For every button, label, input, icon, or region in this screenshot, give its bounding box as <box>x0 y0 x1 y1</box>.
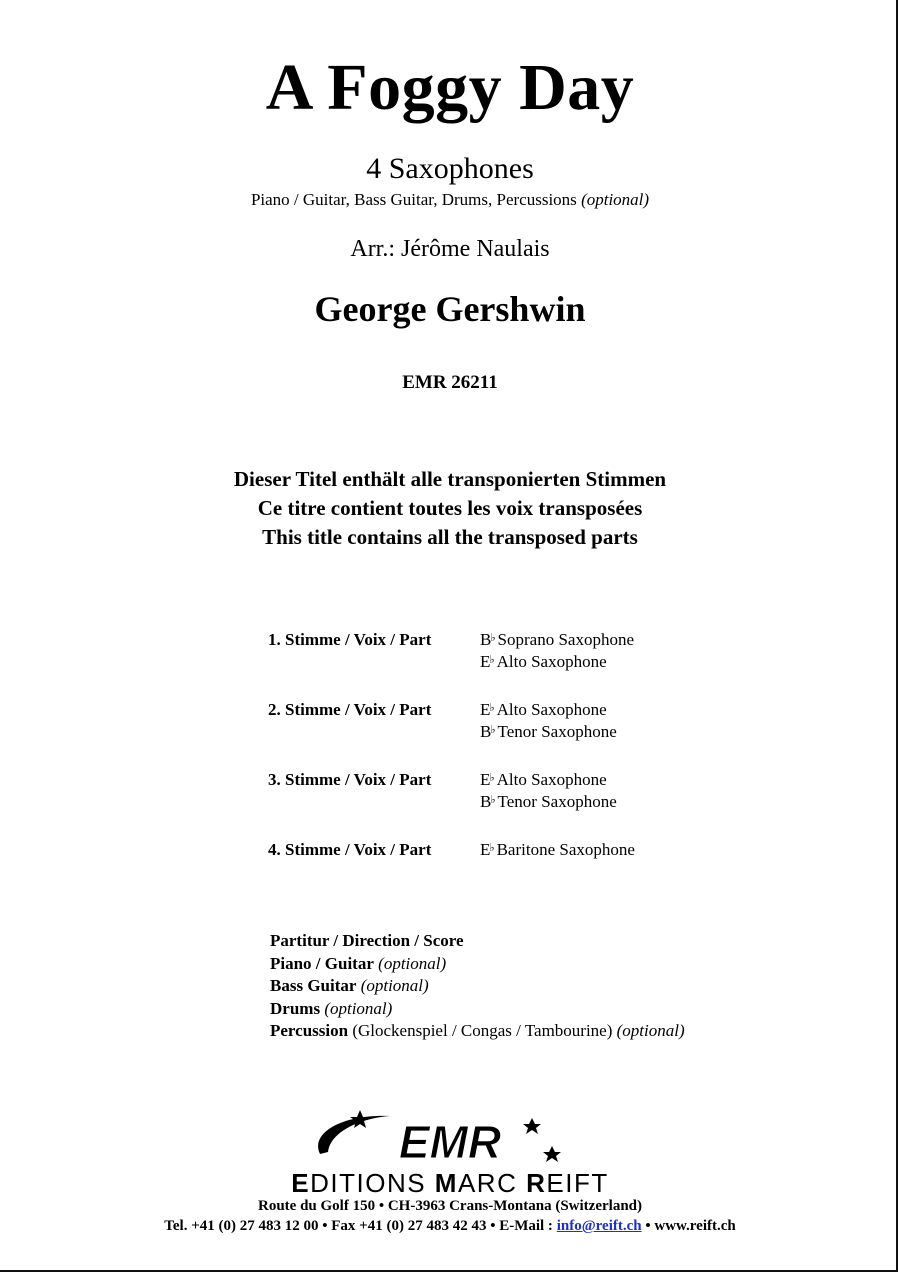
score-item-optional: (optional) <box>616 1021 685 1040</box>
emr-logo-graphic <box>300 1106 600 1168</box>
notice-fr: Ce titre contient toutes les voix transposées <box>257 496 643 520</box>
instrument-key: E <box>480 700 491 719</box>
instrument-name: Alto Saxophone <box>496 652 607 671</box>
instrument-name: Alto Saxophone <box>496 700 607 719</box>
part-label: 2. Stimme / Voix / Part <box>268 700 432 719</box>
flat-sign: ♭ <box>489 842 495 854</box>
score-item-name: Drums <box>270 998 321 1018</box>
instrument-name: Alto Saxophone <box>496 770 607 789</box>
score-item-name: Piano / Guitar <box>270 953 374 973</box>
extra-instruments-optional: (optional) <box>581 190 650 209</box>
flat-sign: ♭ <box>489 702 495 714</box>
piece-title: A Foggy Day <box>265 51 635 124</box>
publisher-word: ARC <box>457 1168 527 1198</box>
instrument-name: Tenor Saxophone <box>497 792 617 811</box>
score-item-optional: (optional) <box>360 976 429 995</box>
publisher-address: Route du Golf 150 • CH-3963 Crans-Montana (Switzerland) <box>258 1198 642 1214</box>
instrument-line <box>480 630 634 652</box>
emr-logo <box>300 1106 600 1168</box>
part-instruments <box>480 700 617 744</box>
flat-sign: ♭ <box>490 724 496 736</box>
score-item-name: Partitur / Direction / Score <box>270 931 464 950</box>
instrument-key: B <box>480 722 492 741</box>
instrumentation: 4 Saxophones <box>366 152 534 185</box>
transposed-notice <box>0 465 900 552</box>
instrument-line <box>480 652 634 674</box>
publisher-contact <box>0 1218 900 1235</box>
instrument-key: E <box>480 652 491 671</box>
part-instruments <box>480 770 617 814</box>
score-item <box>270 930 685 953</box>
catalog-number: EMR 26211 <box>402 372 498 393</box>
notice-de: Dieser Titel enthält alle transponierten Stimmen <box>233 467 667 491</box>
score-item-optional: (optional) <box>378 953 447 973</box>
flat-sign: ♭ <box>490 794 496 806</box>
score-item <box>270 953 685 976</box>
instrument-name: Baritone Saxophone <box>496 840 635 859</box>
publisher-word: EIFT <box>546 1168 609 1198</box>
publisher-initial: E <box>291 1168 311 1198</box>
email-link[interactable]: info@reift.ch <box>556 1218 642 1234</box>
score-item-optional: (optional) <box>324 998 393 1018</box>
score-item <box>270 998 685 1021</box>
score-items-list <box>270 930 685 1043</box>
instrument-key: B <box>480 792 492 811</box>
part-label: 3. Stimme / Voix / Part <box>268 770 432 789</box>
instrument-line <box>480 840 635 862</box>
flat-sign: ♭ <box>489 772 495 784</box>
flat-sign: ♭ <box>490 632 496 644</box>
publisher-initial: R <box>526 1168 547 1198</box>
instrument-name: Soprano Saxophone <box>497 630 635 649</box>
instrument-key: B <box>480 630 492 649</box>
instrument-line <box>480 700 617 722</box>
emr-logo-text: EMR <box>398 1116 502 1168</box>
arranger: Arr.: Jérôme Naulais <box>350 236 550 262</box>
instrument-line <box>480 792 617 814</box>
extra-instruments <box>0 190 900 210</box>
score-item <box>270 975 685 998</box>
instrument-line <box>480 770 617 792</box>
score-item-detail: (Glockenspiel / Congas / Tambourine) <box>352 1021 613 1040</box>
extra-instruments-text: Piano / Guitar, Bass Guitar, Drums, Percussions <box>250 190 577 209</box>
part-instruments <box>480 630 634 674</box>
part-label: 1. Stimme / Voix / Part <box>268 630 432 649</box>
part-label: 4. Stimme / Voix / Part <box>268 840 432 859</box>
publisher-word: DITIONS <box>310 1168 435 1198</box>
part-instruments <box>480 840 635 862</box>
instrument-key: E <box>480 770 491 789</box>
notice-en: This title contains all the transposed parts <box>262 525 638 549</box>
score-item-name: Bass Guitar <box>270 976 357 995</box>
instrument-name: Tenor Saxophone <box>497 722 617 741</box>
phone-fax-text: Tel. +41 (0) 27 483 12 00 • Fax +41 (0) 27 483 42 43 • E-Mail : <box>164 1218 553 1234</box>
instrument-line <box>480 722 617 744</box>
publisher-initial: M <box>434 1168 458 1198</box>
composer: George Gershwin <box>314 289 586 329</box>
score-item-name: Percussion <box>270 1021 349 1040</box>
website-text: • www.reift.ch <box>645 1218 736 1234</box>
publisher-name <box>0 1168 900 1199</box>
flat-sign: ♭ <box>489 654 495 666</box>
score-item <box>270 1020 685 1043</box>
instrument-key: E <box>480 840 491 859</box>
